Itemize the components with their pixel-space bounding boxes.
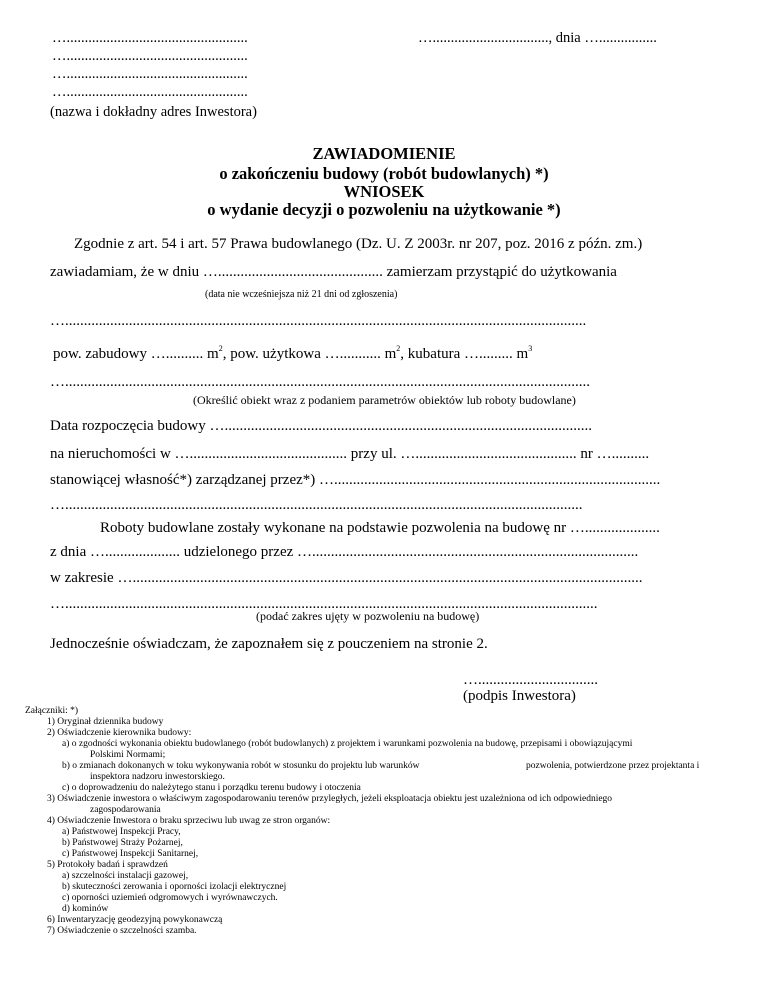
title-application: WNIOSEK (343, 182, 425, 201)
title-notice-subject: o zakończeniu budowy (robót budowlanych) *) (219, 164, 549, 183)
scope-line: w zakresie …........................................................................................................................................ (50, 570, 643, 586)
list-item: a) o zgodności wykonania obiektu budowlanego (robót budowlanych) z projektem i warunkami pozwolenia na budowę, przepisami i obowiązującymi (62, 739, 633, 749)
signature-dots: …................................ (463, 672, 598, 688)
area-build: pow. zabudowy ….......... m (53, 346, 219, 362)
sup-volume: 3 (528, 344, 533, 353)
date-note: (data nie wcześniejsza niż 21 dni od zgłoszenia) (205, 289, 398, 300)
area-line (53, 346, 532, 363)
area-use: , pow. użytkowa …........... m (222, 346, 397, 362)
list-item: b) o zmianach dokonanych w toku wykonywania robót w stosunku do projektu lub warunków (62, 761, 420, 771)
list-item: c) o doprowadzeniu do należytego stanu i porządku terenu budowy i otoczenia (62, 783, 361, 793)
list-item: a) szczelności instalacji gazowej, (62, 871, 189, 881)
list-item: a) Państwowej Inspekcji Pracy, (62, 827, 181, 837)
list-item: zagospodarowania (90, 805, 161, 815)
list-item: 5) Protokoły badań i sprawdzeń (47, 860, 168, 870)
list-item: b) Państwowej Straży Pożarnej, (62, 838, 183, 848)
sup-use: 2 (396, 344, 401, 353)
signature-caption: (podpis Inwestora) (463, 688, 576, 704)
list-item: c) oporności uziemień odgromowych i wyrównawczych. (62, 893, 278, 903)
property-line: na nieruchomości w ….......................................... przy ul. …........................................... nr ….......... (50, 446, 650, 462)
title-notice: ZAWIADOMIENIE (312, 144, 456, 163)
volume: , kubatura …......... m (400, 346, 529, 362)
sup-build: 2 (218, 344, 223, 353)
list-item: 2) Oświadczenie kierownika budowy: (47, 728, 192, 738)
permit-line: Roboty budowlane zostały wykonane na podstawie pozwolenia na budowę nr ….................... (100, 520, 660, 536)
start-date-line: Data rozpoczęcia budowy ….................................................................................................. (50, 418, 593, 434)
object-note: (Określić obiekt wraz z podaniem parametrów obiektów lub roboty budowlane) (193, 393, 576, 407)
list-item: d) kominów (62, 904, 109, 914)
investor-line-3: ….................................................. (52, 66, 248, 82)
list-item: 4) Oświadczenie Inwestora o braku sprzeciwu lub uwag ze stron organów: (47, 816, 331, 826)
scope-note: (podać zakres ujęty w pozwoleniu na budowę) (256, 609, 480, 623)
notify-line: zawiadamiam, że w dniu …............................................ zamierzam przystąpić do użytkowania (50, 264, 617, 280)
dots-line-1: …........................................................................................................................................... (50, 313, 587, 329)
attachments-heading: Załączniki: *) (25, 706, 79, 716)
legal-basis: Zgodnie z art. 54 i art. 57 Prawa budowlanego (Dz. U. Z 2003r. nr 207, poz. 2016 z późn. zm.) (74, 236, 643, 252)
title-application-subject: o wydanie decyzji o pozwoleniu na użytkowanie *) (207, 200, 561, 219)
dots-line-2: …............................................................................................................................................ (50, 374, 590, 390)
place-date: …................................, dnia …................ (418, 30, 657, 46)
list-item: 7) Oświadczenie o szczelności szamba. (47, 926, 197, 936)
list-item: pozwolenia, potwierdzone przez projektanta i (526, 761, 700, 771)
investor-line-2: ….................................................. (52, 48, 248, 64)
list-item: c) Państwowej Inspekcji Sanitarnej, (62, 849, 199, 859)
list-item: 6) Inwentaryzację geodezyjną powykonawczą (47, 915, 223, 925)
list-item: Polskimi Normami; (90, 750, 166, 760)
investor-caption: (nazwa i dokładny adres Inwestora) (50, 104, 257, 120)
list-item: 1) Oryginał dziennika budowy (47, 717, 164, 727)
list-item: 3) Oświadczenie inwestora o właściwym zagospodarowaniu terenów przyległych, jeżeli eksploatacja obiektu jest uzależniona od ich odpowiedniego (47, 794, 613, 804)
list-item: b) skuteczności zerowania i oporności izolacji elektrycznej (62, 882, 287, 892)
issued-line: z dnia ….................... udzielonego przez …....................................................................................... (50, 544, 639, 560)
declaration: Jednocześnie oświadczam, że zapoznałem się z pouczeniem na stronie 2. (50, 636, 488, 652)
investor-line-1: ….................................................. (52, 30, 248, 46)
dots-line-3: ….......................................................................................................................................... (50, 497, 583, 513)
ownership-line: stanowiącej własność*) zarządzanej przez*) …....................................................................................... (50, 472, 661, 488)
investor-line-4: ….................................................. (52, 84, 248, 100)
dots-line-4: ….............................................................................................................................................. (50, 596, 598, 612)
list-item: inspektora nadzoru inwestorskiego. (90, 772, 225, 782)
